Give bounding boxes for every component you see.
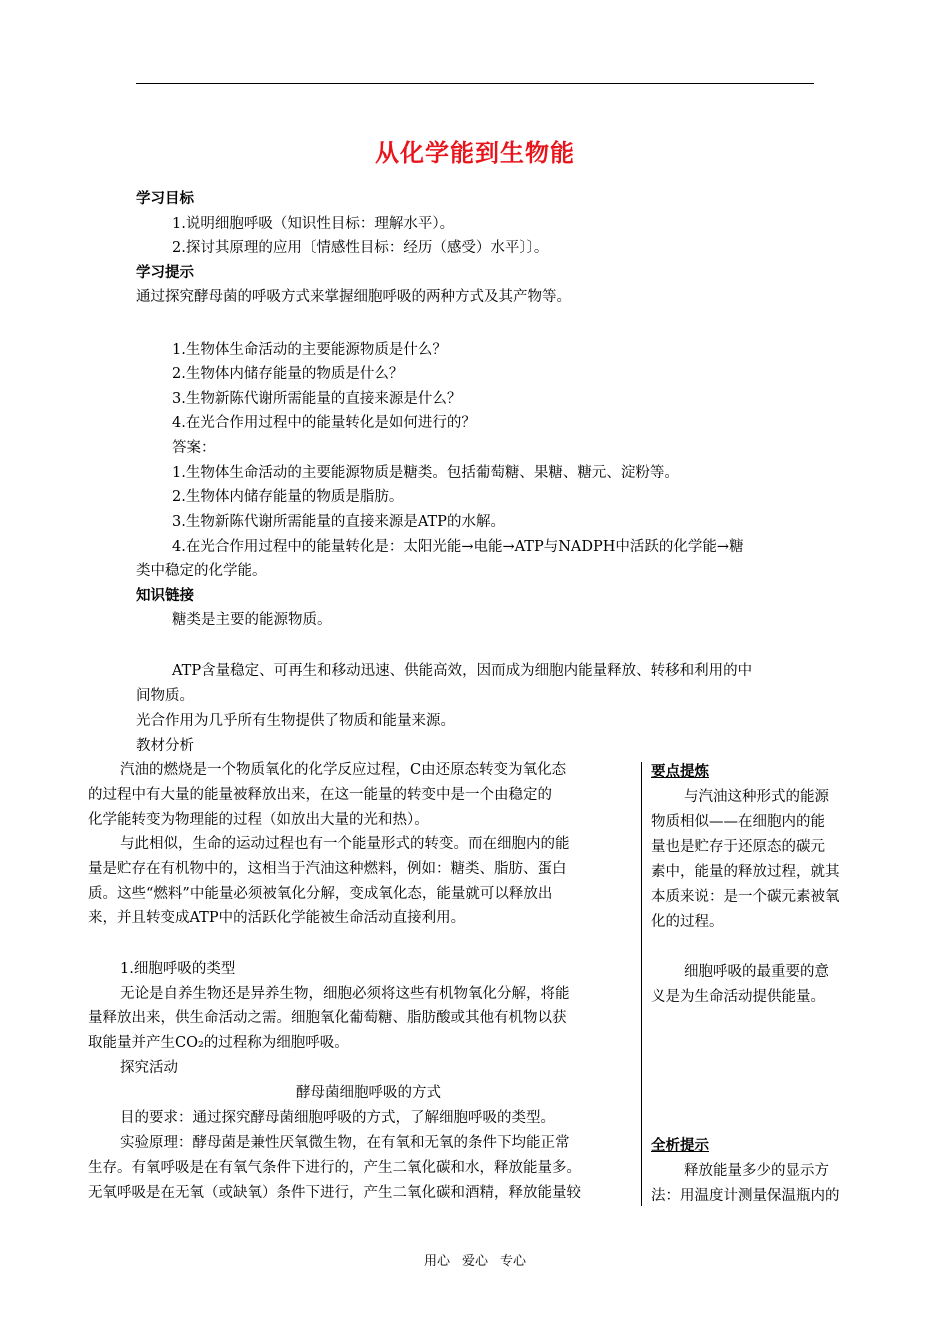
goals-heading: 学习目标	[136, 191, 194, 207]
analysis-line: 化学能转变为物理能的过程（如放出大量的光和热）。	[88, 812, 429, 828]
analysis-line: 量是贮存在有机物中的，这相当于汽油这种燃料，例如：糖类、脂肪、蛋白	[88, 861, 567, 877]
analysis-heading: 教材分析	[136, 738, 194, 754]
footer-word: 用心	[423, 1254, 450, 1269]
section-line: 取能量并产生CO₂的过程称为细胞呼吸。	[88, 1035, 349, 1051]
sidebar-line: 释放能量多少的显示方	[684, 1163, 829, 1179]
sidebar-line: 细胞呼吸的最重要的意	[684, 964, 829, 980]
analysis-line: 来，并且转变成ATP中的活跃化学能被生命活动直接利用。	[88, 910, 466, 926]
sidebar-line: 法：用温度计测量保温瓶内的	[651, 1188, 840, 1204]
question-item: 3.生物新陈代谢所需能量的直接来源是什么？	[172, 391, 462, 407]
knowledge-line: 糖类是主要的能源物质。	[172, 612, 332, 628]
explore-title: 酵母菌细胞呼吸的方式	[296, 1085, 441, 1101]
sidebar-line: 量也是贮存于还原态的碳元	[651, 839, 825, 855]
sidebar-line: 物质相似——在细胞内的能	[651, 814, 825, 830]
answer-item: 4.在光合作用过程中的能量转化是：太阳光能→电能→ATP与NADPH中活跃的化学能→糖	[172, 539, 744, 555]
footer-word: 爱心	[461, 1254, 488, 1269]
sidebar-line: 义是为生命活动提供能量。	[651, 989, 825, 1005]
analysis-line: 与此相似，生命的运动过程也有一个能量形式的转变。而在细胞内的能	[120, 836, 570, 852]
explore-label: 探究活动	[120, 1060, 178, 1076]
analysis-line: 质。这些“燃料”中能量必须被氧化分解，变成氧化态，能量就可以释放出	[88, 886, 553, 902]
sidebar-heading-analysis-tips: 全析提示	[651, 1138, 709, 1154]
knowledge-line: ATP含量稳定、可再生和移动迅速、供能高效，因而成为细胞内能量释放、转移和利用的中	[172, 663, 753, 679]
knowledge-line: 间物质。	[136, 688, 194, 704]
knowledge-heading: 知识链接	[136, 588, 194, 604]
analysis-line: 的过程中有大量的能量被释放出来，在这一能量的转变中是一个由稳定的	[88, 787, 552, 803]
section-title: 1.细胞呼吸的类型	[120, 961, 236, 977]
question-item: 1.生物体生命活动的主要能源物质是什么？	[172, 342, 447, 358]
answer-item: 1.生物体生命活动的主要能源物质是糖类。包括葡萄糖、果糖、糖元、淀粉等。	[172, 465, 679, 481]
page-footer	[0, 1250, 950, 1269]
principle-line: 实验原理：酵母菌是兼性厌氧微生物，在有氧和无氧的条件下均能正常	[120, 1135, 570, 1151]
header-rule	[136, 83, 814, 84]
goal-item: 2.探讨其原理的应用〔情感性目标：经历（感受）水平〕〕。	[172, 240, 549, 256]
knowledge-line: 光合作用为几乎所有生物提供了物质和能量来源。	[136, 713, 455, 729]
answer-item: 2.生物体内储存能量的物质是脂肪。	[172, 489, 404, 505]
principle-line: 生存。有氧呼吸是在有氧气条件下进行的，产生二氧化碳和水，释放能量多。	[88, 1160, 581, 1176]
answer-item: 3.生物新陈代谢所需能量的直接来源是ATP的水解。	[172, 514, 505, 530]
question-item: 4.在光合作用过程中的能量转化是如何进行的？	[172, 415, 476, 431]
column-divider	[641, 762, 642, 1206]
page-title: 从化学能到生物能	[375, 139, 575, 167]
purpose-line: 目的要求：通过探究酵母菌细胞呼吸的方式，了解细胞呼吸的类型。	[120, 1110, 555, 1126]
question-item: 2.生物体内储存能量的物质是什么？	[172, 366, 404, 382]
answers-label: 答案：	[172, 440, 216, 456]
hints-text: 通过探究酵母菌的呼吸方式来掌握细胞呼吸的两种方式及其产物等。	[136, 289, 571, 305]
footer-word: 专心	[500, 1254, 527, 1269]
sidebar-line: 与汽油这种形式的能源	[684, 789, 829, 805]
section-line: 量释放出来，供生命活动之需。细胞氧化葡萄糖、脂肪酸或其他有机物以获	[88, 1010, 567, 1026]
section-line: 无论是自养生物还是异养生物，细胞必须将这些有机物氧化分解，将能	[120, 986, 570, 1002]
sidebar-line: 本质来说：是一个碳元素被氧	[651, 889, 840, 905]
sidebar-line: 素中，能量的释放过程，就其	[651, 864, 840, 880]
goal-item: 1.说明细胞呼吸（知识性目标：理解水平）。	[172, 216, 455, 232]
hints-heading: 学习提示	[136, 265, 194, 281]
sidebar-line: 化的过程。	[651, 914, 724, 930]
analysis-line: 汽油的燃烧是一个物质氧化的化学反应过程，C由还原态转变为氧化态	[120, 762, 567, 778]
principle-line: 无氧呼吸是在无氧（或缺氧）条件下进行，产生二氧化碳和酒精，释放能量较	[88, 1185, 581, 1201]
answer-item-cont: 类中稳定的化学能。	[136, 563, 267, 579]
sidebar-heading-key-points: 要点提炼	[651, 764, 709, 780]
